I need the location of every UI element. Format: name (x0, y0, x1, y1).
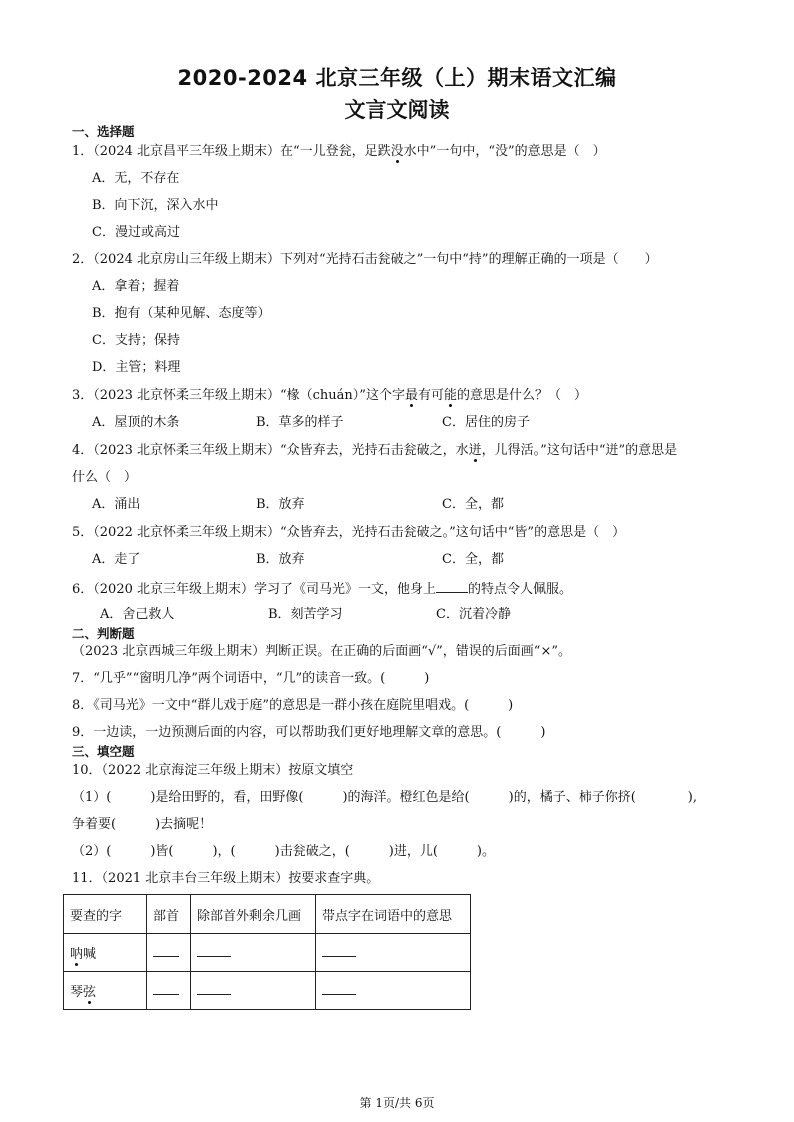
question-text: 有可 (417, 388, 444, 403)
answer-blank[interactable] (322, 982, 356, 995)
question-11: 11．（2021 北京丰台三年级上期末）按要求查字典。 (72, 871, 380, 886)
table-header: 除部首外剩余几画 (191, 895, 316, 934)
option-a: A．拿着；握着 (92, 279, 180, 294)
table-row (64, 972, 471, 1010)
question-6 (72, 580, 572, 598)
table-cell-radical[interactable] (147, 934, 191, 972)
table-cell-word (64, 934, 147, 972)
table-cell-strokes[interactable] (191, 934, 316, 972)
answer-blank[interactable] (153, 982, 179, 995)
question-text: （2020 北京三年级上期末）学习了《司马光》一文，他身上 (93, 582, 436, 597)
dotted-char: 迸 (468, 443, 482, 458)
question-text: 水中”一句中，“没”的意思是（ ） (403, 144, 606, 159)
answer-blank[interactable] (322, 944, 356, 957)
option-a: A．无，不存在 (92, 171, 180, 186)
option-a: A．屋顶的木条 (92, 415, 180, 430)
table-cell-strokes[interactable] (191, 972, 316, 1010)
option-a: A．涌出 (92, 497, 141, 512)
question-10-part-2: （2）( )皆( )，( )击瓮破之，( )进，儿( )。 (72, 844, 495, 859)
question-1 (72, 144, 606, 160)
section-heading-fill: 三、填空题 (72, 744, 135, 759)
option-b: B．刻苦学习 (268, 607, 343, 622)
section-heading-judge: 二、判断题 (72, 626, 135, 641)
question-text: （2023 北京怀柔三年级上期末）“众皆弃去，光持石击瓮破之，水 (93, 443, 469, 458)
option-a: A．走了 (92, 552, 141, 567)
option-c: C．漫过或高过 (92, 225, 180, 240)
table-cell-meaning[interactable] (316, 972, 471, 1010)
option-b: B．草多的样子 (256, 415, 344, 430)
question-text: （2023 北京怀柔三年级上期末）“椽（chuán）”这个字 (93, 388, 405, 403)
question-number: 1． (72, 144, 94, 159)
question-number: 3． (72, 388, 94, 403)
question-number: 4． (72, 443, 94, 458)
section-heading-choice: 一、选择题 (72, 124, 135, 139)
dictionary-table (63, 894, 471, 1010)
dotted-char: 能 (443, 388, 457, 403)
document-title: 2020-2024 北京三年级（上）期末语文汇编 (177, 66, 617, 90)
option-c: C．沉着冷静 (436, 607, 511, 622)
question-4 (72, 443, 677, 459)
answer-blank[interactable] (197, 944, 231, 957)
question-text: ，儿得活。”这句话中“迸”的意思是 (481, 443, 678, 458)
page-footer: 第 1页/共 6页 (359, 1096, 435, 1110)
word-char: 喊 (83, 947, 97, 962)
dotted-char: 弦 (83, 985, 97, 1000)
option-c: C．全，都 (442, 497, 504, 512)
question-number: 5． (72, 525, 94, 540)
option-b: B．抱有（某种见解、态度等） (92, 306, 271, 321)
question-number: 6． (72, 582, 94, 597)
table-row (64, 934, 471, 972)
question-text: （2024 北京昌平三年级上期末）在“一儿登瓮，足跌 (93, 144, 391, 159)
question-7: 7．“几乎”“窗明几净”两个词语中，“几”的读音一致。( ) (72, 671, 430, 686)
question-number: 2． (72, 252, 94, 267)
answer-blank[interactable] (197, 982, 231, 995)
question-text: （2024 北京房山三年级上期末）下列对“光持石击瓮破之”一句中“持”的理解正确的一项是（ ） (93, 252, 658, 267)
option-c: C．居住的房子 (442, 415, 530, 430)
table-cell-word (64, 972, 147, 1010)
question-3 (72, 388, 587, 404)
table-cell-radical[interactable] (147, 972, 191, 1010)
question-5 (72, 525, 625, 541)
option-d: D．主管；料理 (92, 360, 181, 375)
question-text: 的意思是什么？（ ） (457, 388, 588, 403)
question-text: 的特点令人佩服。 (468, 582, 573, 597)
dotted-char: 没 (390, 144, 404, 159)
question-9: 9．一边读，一边预测后面的内容，可以帮助我们更好地理解文章的意思。( ) (72, 725, 546, 740)
answer-blank[interactable] (436, 580, 468, 593)
table-header: 部首 (147, 895, 191, 934)
table-cell-meaning[interactable] (316, 934, 471, 972)
question-8: 8．《司马光》一文中“群儿戏于庭”的意思是一群小孩在庭院里唱戏。( ) (72, 698, 514, 713)
table-header: 带点字在词语中的意思 (316, 895, 471, 934)
dotted-char: 呐 (70, 947, 84, 962)
table-header: 要查的字 (64, 895, 147, 934)
dotted-char: 最 (404, 388, 418, 403)
question-10-part-1: （1）( )是给田野的，看，田野像( )的海洋。橙红色是给( )的，橘子、柿子你挤( ), (72, 790, 697, 805)
option-c: C．支持；保持 (92, 333, 180, 348)
question-10: 10．（2022 北京海淀三年级上期末）按原文填空 (72, 763, 354, 778)
table-header-row (64, 895, 471, 934)
option-b: B．放弃 (256, 552, 305, 567)
question-text: （2022 北京怀柔三年级上期末）“众皆弃去，光持石击瓮破之。”这句话中“皆”的意思是（ ） (93, 525, 626, 540)
judge-instructions: （2023 北京西城三年级上期末）判断正误。在正确的后面画“√”，错误的后面画“×”。 (72, 644, 571, 659)
option-a: A．舍己救人 (100, 607, 175, 622)
answer-blank[interactable] (153, 944, 179, 957)
option-b: B．向下沉，深入水中 (92, 198, 219, 213)
question-4-continued: 什么（ ） (72, 470, 138, 485)
question-2 (72, 252, 658, 268)
document-subtitle: 文言文阅读 (344, 98, 450, 122)
word-char: 琴 (70, 985, 84, 1000)
question-10-part-1-continued: 争着要( )去摘呢！ (72, 817, 213, 832)
option-c: C．全，都 (442, 552, 504, 567)
option-b: B．放弃 (256, 497, 305, 512)
